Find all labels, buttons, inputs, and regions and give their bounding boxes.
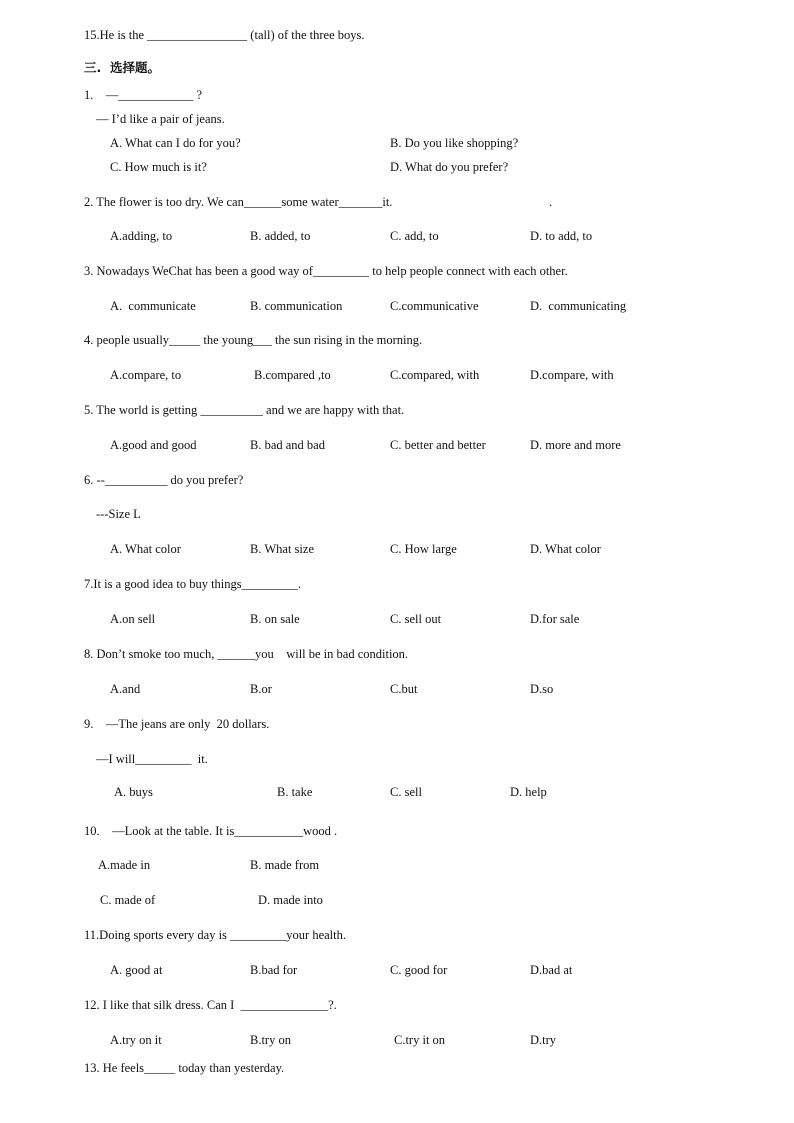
question-5-option-c: C. better and better [390, 438, 486, 452]
question-1-option-a: A. What can I do for you? [110, 136, 241, 150]
question-3-option-c: C.communicative [390, 299, 479, 313]
question-1-option-d: D. What do you prefer? [390, 160, 509, 174]
question-6-option-b: B. What size [250, 542, 314, 556]
question-13-stem: 13. He feels_____ today than yesterday. [84, 1061, 285, 1075]
question-3-option-b: B. communication [250, 299, 343, 313]
question-6-option-d: D. What color [530, 542, 601, 556]
question-9-response: —I will_________ it. [96, 752, 208, 766]
question-8-option-a: A.and [110, 682, 141, 696]
question-12-option-a: A.try on it [110, 1033, 162, 1047]
question-4-option-d: D.compare, with [530, 368, 614, 382]
question-7-stem: 7.It is a good idea to buy things_________. [84, 577, 301, 591]
question-10-option-c: C. made of [100, 893, 156, 907]
question-11-option-a: A. good at [110, 963, 163, 977]
question-1-response: — I’d like a pair of jeans. [96, 112, 225, 126]
question-9-option-d: D. help [510, 785, 547, 799]
question-3-option-a: A. communicate [110, 299, 196, 313]
question-5-stem: 5. The world is getting __________ and we are happy with that. [84, 403, 405, 417]
question-2-option-a: A.adding, to [110, 229, 173, 243]
question-11-option-c: C. good for [390, 963, 448, 977]
question-6-option-a: A. What color [110, 542, 181, 556]
question-8-option-c: C.but [390, 682, 418, 696]
question-10-option-a: A.made in [98, 858, 151, 872]
question-2-option-d: D. to add, to [530, 229, 593, 243]
question-7-option-c: C. sell out [390, 612, 442, 626]
question-4-stem: 4. people usually_____ the young___ the sun rising in the morning. [84, 333, 423, 347]
question-1-option-b: B. Do you like shopping? [390, 136, 519, 150]
question-9-option-c: C. sell [390, 785, 422, 799]
question-3-stem: 3. Nowadays WeChat has been a good way of_________ to help people connect with each other. [84, 264, 568, 278]
question-2-stem: 2. The flower is too dry. We can______some water_______it. [84, 195, 393, 209]
question-1-option-c: C. How much is it? [110, 160, 207, 174]
question-11-option-b: B.bad for [250, 963, 298, 977]
question-5-option-a: A.good and good [110, 438, 197, 452]
question-8-option-b: B.or [250, 682, 272, 696]
question-2-option-c: C. add, to [390, 229, 439, 243]
question-9-option-a: A. buys [114, 785, 153, 799]
question-12-stem: 12. I like that silk dress. Can I ______________?. [84, 998, 337, 1012]
question-2-stray-mark: . [549, 195, 553, 209]
question-2-option-b: B. added, to [250, 229, 311, 243]
question-11-option-d: D.bad at [530, 963, 573, 977]
question-12-option-d: D.try [530, 1033, 557, 1047]
question-10-stem: 10. —Look at the table. It is___________wood . [84, 824, 338, 838]
question-7-option-a: A.on sell [110, 612, 156, 626]
question-4-option-c: C.compared, with [390, 368, 480, 382]
question-10-option-b: B. made from [250, 858, 320, 872]
question-7-option-b: B. on sale [250, 612, 300, 626]
question-9-option-b: B. take [277, 785, 313, 799]
question-6-option-c: C. How large [390, 542, 457, 556]
question-9-stem: 9. —The jeans are only 20 dollars. [84, 717, 270, 731]
question-6-stem: 6. --__________ do you prefer? [84, 473, 244, 487]
question-7-option-d: D.for sale [530, 612, 580, 626]
question-1-stem: 1. —____________ ? [84, 88, 203, 102]
question-4-option-b: B.compared ,to [254, 368, 331, 382]
question-10-option-d: D. made into [258, 893, 323, 907]
question-8-stem: 8. Don’t smoke too much, ______you will be in bad condition. [84, 647, 409, 661]
question-5-option-b: B. bad and bad [250, 438, 325, 452]
section-title: 三. 选择题。 [84, 60, 160, 75]
question-12-option-c: C.try it on [394, 1033, 446, 1047]
question-3-option-d: D. communicating [530, 299, 627, 313]
question-11-stem: 11.Doing sports every day is _________your health. [84, 928, 346, 942]
question-8-option-d: D.so [530, 682, 554, 696]
question-4-option-a: A.compare, to [110, 368, 182, 382]
question-15: 15.He is the ________________ (tall) of the three boys. [84, 28, 365, 42]
question-12-option-b: B.try on [250, 1033, 291, 1047]
question-6-response: ---Size L [96, 507, 141, 521]
question-5-option-d: D. more and more [530, 438, 621, 452]
